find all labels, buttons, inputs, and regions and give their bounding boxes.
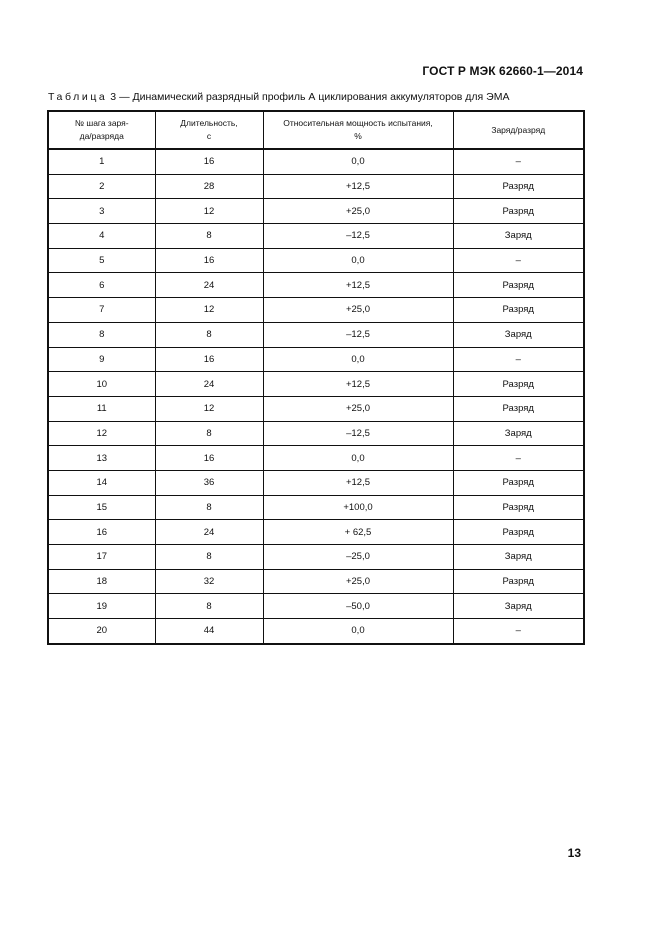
cell-mode: Разряд bbox=[453, 174, 584, 199]
cell-duration: 28 bbox=[155, 174, 263, 199]
table-row bbox=[48, 248, 584, 273]
cell-duration: 32 bbox=[155, 569, 263, 594]
cell-power: +12,5 bbox=[263, 372, 453, 397]
cell-step: 2 bbox=[48, 174, 155, 199]
cell-mode: Разряд bbox=[453, 396, 584, 421]
cell-mode: Разряд bbox=[453, 199, 584, 224]
cell-mode: Разряд bbox=[453, 372, 584, 397]
cell-step: 1 bbox=[48, 149, 155, 174]
cell-duration: 16 bbox=[155, 446, 263, 471]
cell-step: 8 bbox=[48, 322, 155, 347]
table-row bbox=[48, 322, 584, 347]
table-caption-word: Таблица bbox=[48, 91, 108, 103]
cell-power: +25,0 bbox=[263, 569, 453, 594]
cell-power: 0,0 bbox=[263, 446, 453, 471]
cell-duration: 24 bbox=[155, 273, 263, 298]
cell-step: 6 bbox=[48, 273, 155, 298]
cell-mode: Разряд bbox=[453, 470, 584, 495]
cell-mode: – bbox=[453, 619, 584, 644]
table-row bbox=[48, 199, 584, 224]
cell-duration: 8 bbox=[155, 594, 263, 619]
standard-code: ГОСТ Р МЭК 62660-1—2014 bbox=[422, 64, 583, 78]
cell-duration: 8 bbox=[155, 322, 263, 347]
cell-power: –12,5 bbox=[263, 224, 453, 249]
cell-mode: – bbox=[453, 248, 584, 273]
table-row bbox=[48, 149, 584, 174]
cell-power: 0,0 bbox=[263, 149, 453, 174]
table-row bbox=[48, 594, 584, 619]
table-row bbox=[48, 619, 584, 644]
header-mode: Заряд/разряд bbox=[453, 111, 584, 149]
cell-duration: 8 bbox=[155, 545, 263, 570]
cell-duration: 16 bbox=[155, 149, 263, 174]
cell-power: +25,0 bbox=[263, 199, 453, 224]
cell-step: 11 bbox=[48, 396, 155, 421]
cell-mode: Разряд bbox=[453, 495, 584, 520]
table-row bbox=[48, 372, 584, 397]
cell-power: +25,0 bbox=[263, 396, 453, 421]
cell-step: 14 bbox=[48, 470, 155, 495]
cell-duration: 24 bbox=[155, 520, 263, 545]
cell-mode: Разряд bbox=[453, 520, 584, 545]
table-caption-text: — Динамический разрядный профиль А циклирования аккумуляторов для ЭМА bbox=[119, 91, 510, 103]
cell-duration: 24 bbox=[155, 372, 263, 397]
table-header-row bbox=[48, 111, 584, 149]
table-row bbox=[48, 298, 584, 323]
header-power: Относительная мощность испытания, % bbox=[263, 111, 453, 149]
page-number: 13 bbox=[567, 846, 581, 860]
cell-power: 0,0 bbox=[263, 248, 453, 273]
cell-duration: 8 bbox=[155, 224, 263, 249]
cell-step: 13 bbox=[48, 446, 155, 471]
cell-step: 16 bbox=[48, 520, 155, 545]
table-row bbox=[48, 470, 584, 495]
header-duration: Длительность, с bbox=[155, 111, 263, 149]
cell-mode: Заряд bbox=[453, 421, 584, 446]
cell-step: 18 bbox=[48, 569, 155, 594]
table-row bbox=[48, 545, 584, 570]
cell-mode: Заряд bbox=[453, 594, 584, 619]
cell-power: 0,0 bbox=[263, 619, 453, 644]
cell-mode: – bbox=[453, 149, 584, 174]
cell-mode: Разряд bbox=[453, 298, 584, 323]
table-row bbox=[48, 396, 584, 421]
cell-power: +12,5 bbox=[263, 273, 453, 298]
table-row bbox=[48, 495, 584, 520]
cell-mode: Заряд bbox=[453, 322, 584, 347]
table-body bbox=[48, 149, 584, 644]
cell-duration: 8 bbox=[155, 495, 263, 520]
table-row bbox=[48, 224, 584, 249]
table-row bbox=[48, 569, 584, 594]
cell-step: 15 bbox=[48, 495, 155, 520]
cell-duration: 12 bbox=[155, 396, 263, 421]
table-row bbox=[48, 174, 584, 199]
cell-mode: Заряд bbox=[453, 545, 584, 570]
discharge-profile-table bbox=[47, 110, 585, 645]
cell-step: 19 bbox=[48, 594, 155, 619]
cell-step: 5 bbox=[48, 248, 155, 273]
cell-step: 10 bbox=[48, 372, 155, 397]
cell-duration: 36 bbox=[155, 470, 263, 495]
cell-power: –50,0 bbox=[263, 594, 453, 619]
cell-duration: 16 bbox=[155, 347, 263, 372]
table-row bbox=[48, 520, 584, 545]
cell-step: 7 bbox=[48, 298, 155, 323]
cell-power: –12,5 bbox=[263, 322, 453, 347]
cell-mode: Разряд bbox=[453, 569, 584, 594]
cell-step: 9 bbox=[48, 347, 155, 372]
cell-duration: 8 bbox=[155, 421, 263, 446]
cell-power: + 62,5 bbox=[263, 520, 453, 545]
cell-power: –25,0 bbox=[263, 545, 453, 570]
cell-power: +100,0 bbox=[263, 495, 453, 520]
cell-power: 0,0 bbox=[263, 347, 453, 372]
cell-power: +12,5 bbox=[263, 470, 453, 495]
cell-power: +25,0 bbox=[263, 298, 453, 323]
cell-step: 17 bbox=[48, 545, 155, 570]
cell-mode: – bbox=[453, 347, 584, 372]
cell-mode: Разряд bbox=[453, 273, 584, 298]
cell-step: 20 bbox=[48, 619, 155, 644]
cell-step: 12 bbox=[48, 421, 155, 446]
table-row bbox=[48, 421, 584, 446]
table-row bbox=[48, 273, 584, 298]
cell-power: +12,5 bbox=[263, 174, 453, 199]
header-step: № шага заря- да/разряда bbox=[48, 111, 155, 149]
cell-duration: 12 bbox=[155, 298, 263, 323]
cell-duration: 12 bbox=[155, 199, 263, 224]
cell-step: 4 bbox=[48, 224, 155, 249]
cell-mode: Заряд bbox=[453, 224, 584, 249]
table-row bbox=[48, 347, 584, 372]
cell-mode: – bbox=[453, 446, 584, 471]
table-caption bbox=[48, 91, 509, 103]
table-row bbox=[48, 446, 584, 471]
cell-step: 3 bbox=[48, 199, 155, 224]
cell-duration: 44 bbox=[155, 619, 263, 644]
cell-duration: 16 bbox=[155, 248, 263, 273]
table-caption-number: 3 bbox=[110, 91, 117, 103]
cell-power: –12,5 bbox=[263, 421, 453, 446]
